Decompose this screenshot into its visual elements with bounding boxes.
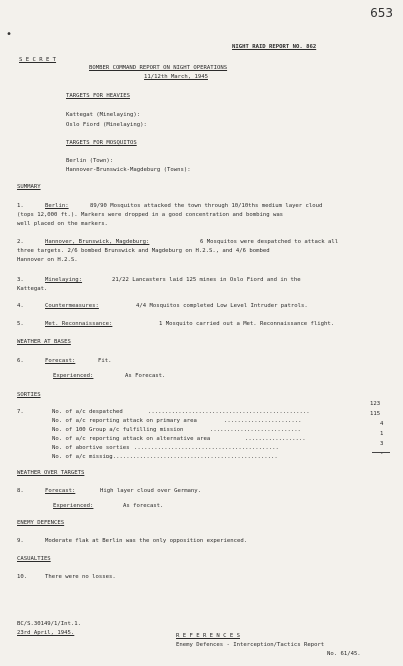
sorties-row-label: No. of a/c missing xyxy=(52,454,113,460)
sorties-row-leader: ................................................ xyxy=(148,409,310,415)
sorties-row-label: No. of a/c reporting attack on alternative area xyxy=(52,436,211,442)
summary-3-label: Minelaying: xyxy=(45,277,83,283)
summary-2-label: Hannover, Brunswick, Magdeburg: xyxy=(45,239,150,245)
sorties-total-rule xyxy=(372,452,390,453)
sorties-row-value: 123 xyxy=(370,401,381,407)
weather-bases-num: 6. xyxy=(17,358,24,364)
report-date: 11/12th March, 1945 xyxy=(144,74,208,80)
summary-2-line-3: Hannover on H.2.S. xyxy=(17,257,78,263)
enemy-defences-heading: ENEMY DEFENCES xyxy=(17,520,65,526)
sorties-row-leader: ........................... xyxy=(210,427,301,433)
sorties-row-value: 3 xyxy=(380,441,384,447)
heavies-heading: TARGETS FOR HEAVIES xyxy=(66,93,130,99)
sorties-row-label: No. of a/c reporting attack on primary area xyxy=(52,418,197,424)
report-title: NIGHT RAID REPORT NO. 862 xyxy=(232,44,317,50)
summary-3-num: 3. xyxy=(17,277,24,283)
sorties-row-value: 1 xyxy=(380,431,384,437)
reference-line-1: Enemy Defences - Interception/Tactics Report xyxy=(176,642,325,648)
enemy-defences-num: 9. xyxy=(17,538,24,544)
summary-5-num: 5. xyxy=(17,321,24,327)
sorties-row-label: No. of abortive sorties xyxy=(52,445,130,451)
summary-1-line-2: (tops 12,000 ft.). Markers were dropped in a good concentration and bombing was xyxy=(17,212,284,218)
sorties-row-leader: ....................... xyxy=(224,418,302,424)
summary-2-num: 2. xyxy=(17,239,24,245)
summary-2-line-1: 6 Mosquitos were despatched to attack all xyxy=(200,239,339,245)
summary-2-line-2: three targets. 2/6 bombed Brunswick and Magdeburg on H.2.S., and 4/6 bombed xyxy=(17,248,270,254)
mosquitos-target-1: Berlin (Town): xyxy=(66,158,114,164)
mosquitos-heading: TARGETS FOR MOSQUITOS xyxy=(66,140,137,146)
sorties-row-value: - xyxy=(380,451,384,457)
weather-bases-experienced-text: As Forecast. xyxy=(125,373,166,379)
classification: S E C R E T xyxy=(19,57,57,63)
weather-targets-heading: WEATHER OVER TARGETS xyxy=(17,470,85,476)
summary-4-num: 4. xyxy=(17,303,24,309)
weather-targets-forecast-label: Forecast: xyxy=(45,488,76,494)
weather-targets-num: 8. xyxy=(17,488,24,494)
corner-mark: • xyxy=(6,29,13,40)
summary-1-line-1: 89/90 Mosquitos attacked the town through 10/10ths medium layer cloud xyxy=(90,203,323,209)
file-date: 23rd April, 1945. xyxy=(17,630,75,636)
sorties-row-label: No. of 100 Group a/c fulfilling mission xyxy=(52,427,184,433)
heavies-target-2: Oslo Fiord (Minelaying): xyxy=(66,122,147,128)
references-heading: R E F E R E N C E S xyxy=(176,633,240,639)
sorties-heading: SORTIES xyxy=(17,392,41,398)
summary-1-num: 1. xyxy=(17,203,24,209)
sorties-row-value: 115 xyxy=(370,411,381,417)
weather-bases-heading: WEATHER AT BASES xyxy=(17,339,71,345)
summary-4-label: Countermeasures: xyxy=(45,303,99,309)
casualties-text: There were no losses. xyxy=(45,574,116,580)
sorties-row-leader: ................................................... xyxy=(106,454,278,460)
sorties-row-leader: .................. xyxy=(245,436,306,442)
weather-targets-forecast-text: High layer cloud over Germany. xyxy=(100,488,202,494)
sorties-row-leader: ........................................... xyxy=(134,445,279,451)
summary-1-label: Berlin: xyxy=(45,203,69,209)
page-number: 653 xyxy=(370,6,393,20)
summary-5-text: 1 Mosquito carried out a Met. Reconnaissance flight. xyxy=(159,321,335,327)
heavies-target-1: Kattegat (Minelaying): xyxy=(66,112,141,118)
summary-4-text: 4/4 Mosquitos completed Low Level Intruder patrols. xyxy=(136,303,308,309)
enemy-defences-text: Moderate flak at Berlin was the only opposition experienced. xyxy=(45,538,248,544)
report-subtitle: BOMBER COMMAND REPORT ON NIGHT OPERATIONS xyxy=(89,65,228,71)
summary-5-label: Met. Reconnaissance: xyxy=(45,321,113,327)
file-reference: BC/S.30149/1/Int.1. xyxy=(17,621,81,627)
weather-bases-experienced-label: Experienced: xyxy=(53,373,94,379)
summary-3-line-1: 21/22 Lancasters laid 125 mines in Oslo Fiord and in the xyxy=(112,277,301,283)
sorties-row-label: No. of a/c despatched xyxy=(52,409,123,415)
weather-targets-experienced-text: As forecast. xyxy=(123,503,164,509)
weather-bases-forecast-label: Forecast: xyxy=(45,358,76,364)
reference-line-2: No. 61/45. xyxy=(327,651,361,657)
summary-1-line-3: well placed on the markers. xyxy=(17,221,108,227)
sorties-row-value: 4 xyxy=(380,421,384,427)
summary-heading: SUMMARY xyxy=(17,184,41,190)
mosquitos-target-2: Hannover-Brunswick-Magdeburg (Towns): xyxy=(66,167,191,173)
weather-targets-experienced-label: Experienced: xyxy=(53,503,94,509)
casualties-num: 10. xyxy=(17,574,28,580)
casualties-heading: CASUALTIES xyxy=(17,556,51,562)
sorties-num: 7. xyxy=(17,409,24,415)
summary-3-line-2: Kattegat. xyxy=(17,286,48,292)
weather-bases-forecast-text: Fit. xyxy=(98,358,112,364)
